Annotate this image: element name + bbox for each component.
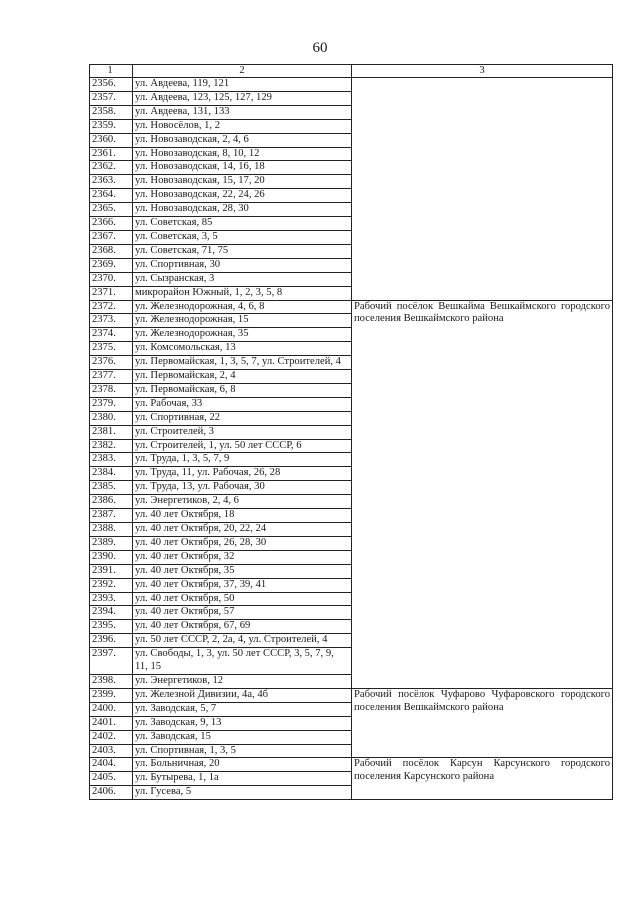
row-number: 2359. (90, 119, 133, 133)
table-row (90, 688, 613, 702)
header-col-3: 3 (352, 65, 613, 78)
address-cell: ул. Заводская, 5, 7 (133, 702, 352, 716)
row-number: 2405. (90, 772, 133, 786)
row-number: 2389. (90, 536, 133, 550)
row-number: 2376. (90, 356, 133, 370)
row-number: 2368. (90, 244, 133, 258)
address-cell: ул. Новозаводская, 15, 17, 20 (133, 175, 352, 189)
address-cell: ул. 50 лет СССР, 2, 2а, 4, ул. Строителей, 4 (133, 634, 352, 648)
address-cell: ул. Труда, 1, 3, 5, 7, 9 (133, 453, 352, 467)
row-number: 2396. (90, 634, 133, 648)
address-cell: ул. Строителей, 3 (133, 425, 352, 439)
address-cell: ул. 40 лет Октября, 26, 28, 30 (133, 536, 352, 550)
header-col-1: 1 (90, 65, 133, 78)
address-cell: ул. Энергетиков, 2, 4, 6 (133, 495, 352, 509)
row-number: 2364. (90, 189, 133, 203)
address-cell: ул. 40 лет Октября, 32 (133, 550, 352, 564)
row-number: 2406. (90, 786, 133, 800)
address-cell: ул. Спортивная, 22 (133, 411, 352, 425)
row-number: 2393. (90, 592, 133, 606)
address-cell: ул. Первомайская, 1, 3, 5, 7, ул. Строителей, 4 (133, 356, 352, 370)
row-number: 2395. (90, 620, 133, 634)
address-cell: ул. Железнодорожная, 35 (133, 328, 352, 342)
table-row (90, 78, 613, 92)
row-number: 2369. (90, 258, 133, 272)
row-number: 2387. (90, 509, 133, 523)
row-number: 2390. (90, 550, 133, 564)
address-cell: ул. Новосёлов, 1, 2 (133, 119, 352, 133)
row-number: 2382. (90, 439, 133, 453)
row-number: 2401. (90, 716, 133, 730)
address-cell: микрорайон Южный, 1, 2, 3, 5, 8 (133, 286, 352, 300)
row-number: 2374. (90, 328, 133, 342)
row-number: 2361. (90, 147, 133, 161)
row-number: 2379. (90, 397, 133, 411)
locality-cell: Рабочий посёлок Карсун Карсунского городского поселения Карсунского района (352, 758, 613, 800)
address-cell: ул. Авдеева, 131, 133 (133, 105, 352, 119)
addresses-table-body (90, 65, 613, 800)
row-number: 2357. (90, 91, 133, 105)
address-cell: ул. Гусева, 5 (133, 786, 352, 800)
address-cell: ул. Больничная, 20 (133, 758, 352, 772)
address-cell: ул. 40 лет Октября, 50 (133, 592, 352, 606)
address-cell: ул. Бутырева, 1, 1а (133, 772, 352, 786)
row-number: 2375. (90, 342, 133, 356)
row-number: 2400. (90, 702, 133, 716)
address-cell: ул. Комсомольская, 13 (133, 342, 352, 356)
row-number: 2373. (90, 314, 133, 328)
row-number: 2386. (90, 495, 133, 509)
row-number: 2391. (90, 564, 133, 578)
row-number: 2366. (90, 217, 133, 231)
locality-cell (352, 78, 613, 301)
page-number: 60 (312, 40, 328, 56)
address-cell: ул. Новозаводская, 22, 24, 26 (133, 189, 352, 203)
address-cell: ул. Заводская, 9, 13 (133, 716, 352, 730)
address-cell: ул. Первомайская, 2, 4 (133, 370, 352, 384)
address-cell: ул. 40 лет Октября, 18 (133, 509, 352, 523)
address-cell: ул. Рабочая, 33 (133, 397, 352, 411)
address-cell: ул. 40 лет Октября, 20, 22, 24 (133, 523, 352, 537)
row-number: 2392. (90, 578, 133, 592)
row-number: 2399. (90, 688, 133, 702)
row-number: 2362. (90, 161, 133, 175)
row-number: 2403. (90, 744, 133, 758)
row-number: 2371. (90, 286, 133, 300)
row-number: 2378. (90, 383, 133, 397)
address-cell: ул. Свободы, 1, 3, ул. 50 лет СССР, 3, 5, 7, 9, 11, 15 (133, 648, 352, 675)
address-cell: ул. 40 лет Октября, 67, 69 (133, 620, 352, 634)
row-number: 2360. (90, 133, 133, 147)
row-number: 2383. (90, 453, 133, 467)
row-number: 2397. (90, 648, 133, 675)
row-number: 2363. (90, 175, 133, 189)
address-cell: ул. Железнодорожная, 4, 6, 8 (133, 300, 352, 314)
address-cell: ул. Железной Дивизии, 4а, 4б (133, 688, 352, 702)
address-cell: ул. Советская, 71, 75 (133, 244, 352, 258)
address-cell: ул. Заводская, 15 (133, 730, 352, 744)
row-number: 2370. (90, 272, 133, 286)
address-cell: ул. Сызранская, 3 (133, 272, 352, 286)
address-cell: ул. Новозаводская, 2, 4, 6 (133, 133, 352, 147)
address-cell: ул. Новозаводская, 8, 10, 12 (133, 147, 352, 161)
address-cell: ул. Советская, 3, 5 (133, 230, 352, 244)
address-cell: ул. Труда, 11, ул. Рабочая, 26, 28 (133, 467, 352, 481)
locality-cell: Рабочий посёлок Вешкайма Вешкаймского городского поселения Вешкаймского района (352, 300, 613, 688)
address-cell: ул. Первомайская, 6, 8 (133, 383, 352, 397)
row-number: 2381. (90, 425, 133, 439)
row-number: 2358. (90, 105, 133, 119)
row-number: 2402. (90, 730, 133, 744)
row-number: 2380. (90, 411, 133, 425)
row-number: 2404. (90, 758, 133, 772)
row-number: 2394. (90, 606, 133, 620)
locality-cell: Рабочий посёлок Чуфарово Чуфаровского городского поселения Вешкаймского района (352, 688, 613, 758)
address-cell: ул. Труда, 13, ул. Рабочая, 30 (133, 481, 352, 495)
header-col-2: 2 (133, 65, 352, 78)
row-number: 2356. (90, 78, 133, 92)
address-cell: ул. Новозаводская, 28, 30 (133, 203, 352, 217)
address-cell: ул. 40 лет Октября, 35 (133, 564, 352, 578)
row-number: 2372. (90, 300, 133, 314)
address-cell: ул. 40 лет Октября, 57 (133, 606, 352, 620)
row-number: 2384. (90, 467, 133, 481)
row-number: 2385. (90, 481, 133, 495)
addresses-table (89, 64, 613, 800)
table-row (90, 300, 613, 314)
address-cell: ул. 40 лет Октября, 37, 39, 41 (133, 578, 352, 592)
row-number: 2388. (90, 523, 133, 537)
row-number: 2367. (90, 230, 133, 244)
address-cell: ул. Авдеева, 123, 125, 127, 129 (133, 91, 352, 105)
address-cell: ул. Советская, 85 (133, 217, 352, 231)
row-number: 2377. (90, 370, 133, 384)
address-cell: ул. Строителей, 1, ул. 50 лет СССР, 6 (133, 439, 352, 453)
address-cell: ул. Энергетиков, 12 (133, 674, 352, 688)
table-row (90, 758, 613, 772)
address-cell: ул. Железнодорожная, 15 (133, 314, 352, 328)
address-cell: ул. Авдеева, 119, 121 (133, 78, 352, 92)
row-number: 2365. (90, 203, 133, 217)
address-cell: ул. Новозаводская, 14, 16, 18 (133, 161, 352, 175)
table-header-row (90, 65, 613, 78)
row-number: 2398. (90, 674, 133, 688)
address-cell: ул. Спортивная, 1, 3, 5 (133, 744, 352, 758)
address-cell: ул. Спортивная, 30 (133, 258, 352, 272)
